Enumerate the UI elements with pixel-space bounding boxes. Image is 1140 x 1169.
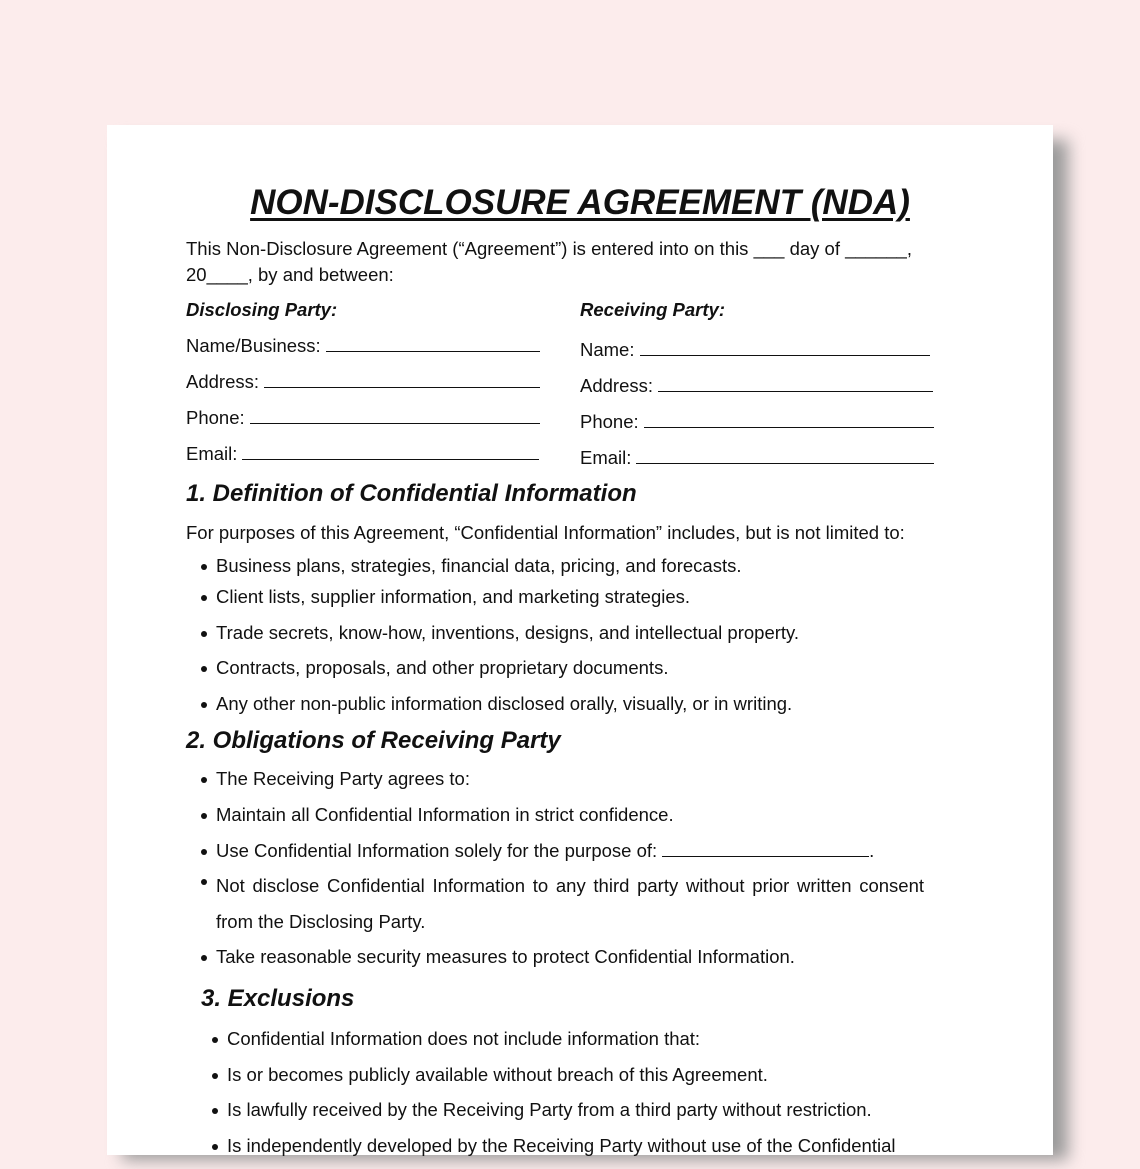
receiving-address-blank [658,375,933,392]
receiving-party-block [580,297,940,475]
disclosing-name-field: Name/Business: [186,333,546,369]
section2-list [186,766,924,980]
section1-lead: For purposes of this Agreement, “Confidential Information” includes, but is not limited to: [186,522,905,543]
purpose-blank [662,842,869,857]
list-item: Trade secrets, know-how, inventions, designs, and intellectual property. [186,620,799,655]
receiving-name-blank [640,339,930,356]
list-item: Is or becomes publicly available without breach of this Agreement. [197,1062,895,1097]
list-item: Client lists, supplier information, and marketing strategies. [186,584,799,620]
disclosing-name-blank [326,335,540,352]
receiving-address-field: Address: [580,373,940,409]
disclosing-email-field: Email: [186,441,546,477]
disclosing-party-heading: Disclosing Party: [186,299,338,320]
document-title: NON-DISCLOSURE AGREEMENT (NDA) [250,183,910,222]
receiving-phone-blank [644,411,934,428]
receiving-phone-field: Phone: [580,409,940,445]
section3-list [197,1026,895,1169]
disclosing-address-field: Address: [186,369,546,405]
list-item: Is independently developed by the Receiving Party without use of the Confidential [197,1133,895,1169]
receiving-email-blank [636,447,934,464]
list-item: Not disclose Confidential Information to any third party without prior written consent from the Disclosing Party. [186,868,924,940]
disclosing-phone-field: Phone: [186,405,546,441]
disclosing-phone-blank [250,407,540,424]
section1-list [186,553,799,727]
disclosing-email-blank [242,443,539,460]
disclosing-address-blank [264,371,540,388]
list-item: Confidential Information does not include information that: [197,1026,895,1062]
intro-paragraph: This Non-Disclosure Agreement (“Agreement”) is entered into on this ___ day of ______, 20____, by and between: [186,238,912,285]
list-item: Maintain all Confidential Information in strict confidence. [186,802,924,838]
list-item: Business plans, strategies, financial data, pricing, and forecasts. [186,553,799,584]
document-page [107,125,1053,1155]
list-item: The Receiving Party agrees to: [186,766,924,802]
list-item: Any other non-public information disclosed orally, visually, or in writing. [186,691,799,727]
section2-heading: 2. Obligations of Receiving Party [186,727,561,754]
section1-heading: 1. Definition of Confidential Information [186,480,637,507]
section3-heading: 3. Exclusions [201,985,355,1012]
receiving-email-field: Email: [580,445,940,475]
list-item: Use Confidential Information solely for the purpose of: . [186,838,924,874]
receiving-party-heading: Receiving Party: [580,299,725,320]
list-item: Contracts, proposals, and other proprietary documents. [186,655,799,691]
receiving-name-field: Name: [580,337,940,373]
list-item: Is lawfully received by the Receiving Party from a third party without restriction. [197,1097,895,1133]
disclosing-party-block [186,297,546,477]
list-item: Take reasonable security measures to protect Confidential Information. [186,944,924,980]
